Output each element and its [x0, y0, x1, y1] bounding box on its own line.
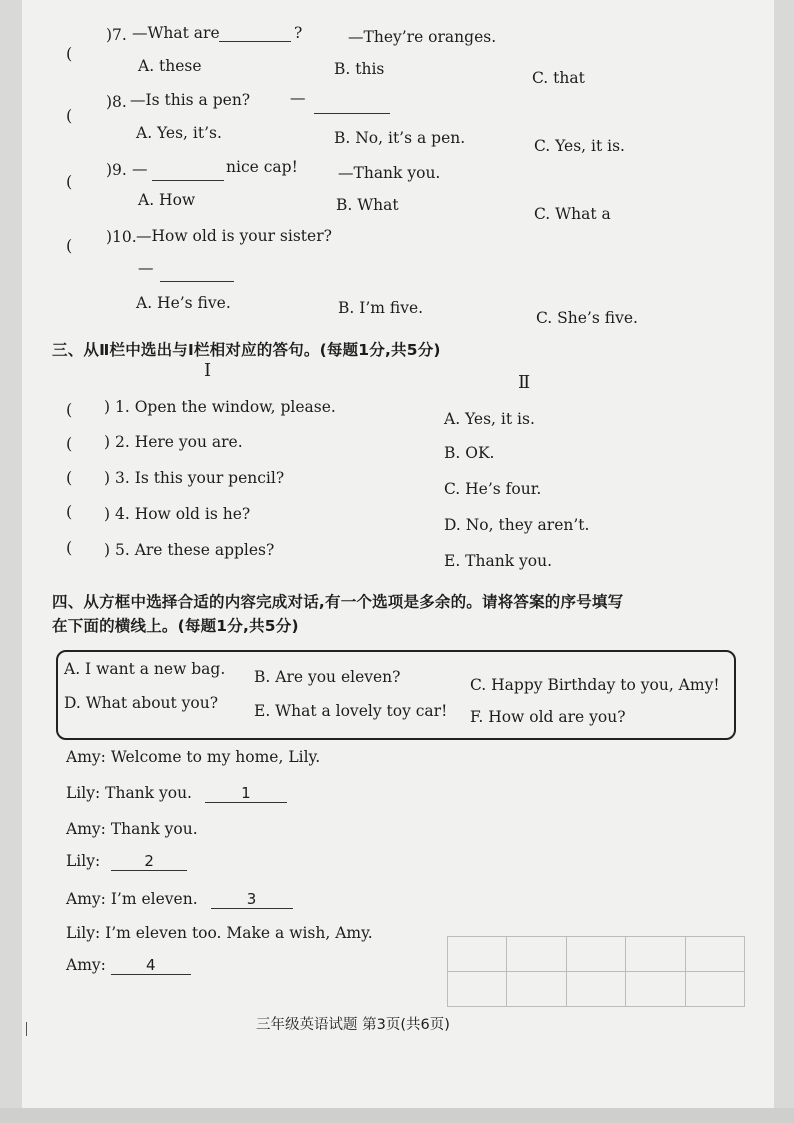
- option-box: [56, 650, 736, 740]
- dialogue-line-2: [66, 784, 287, 803]
- q8-option-c: C. Yes, it is.: [534, 137, 625, 155]
- answer-paren: (: [66, 538, 73, 557]
- column-2-label: Ⅱ: [518, 372, 531, 393]
- q10-stem: —How old is your sister?: [136, 227, 332, 245]
- page-mark: [26, 1022, 27, 1036]
- match-right-e: E. Thank you.: [444, 552, 553, 570]
- q7-question-mark: ?: [294, 24, 303, 42]
- dialogue-line-5: [66, 890, 293, 909]
- q9-reply: —Thank you.: [338, 164, 441, 182]
- dialogue-line-3: [66, 820, 198, 838]
- speaker: Lily:: [66, 924, 101, 942]
- answer-blank-2[interactable]: 2: [111, 852, 187, 871]
- dialogue-text: Thank you.: [110, 820, 198, 838]
- page-edge-shadow: [0, 1108, 794, 1123]
- speaker: Lily:: [66, 784, 101, 802]
- q8-stem: —Is this a pen?: [130, 91, 251, 109]
- dialogue-text: Thank you.: [105, 784, 192, 802]
- q9-option-a: A. How: [138, 191, 196, 209]
- speaker: Amy:: [66, 890, 106, 908]
- score-grid: [447, 936, 745, 1007]
- q10-number: )10.: [106, 228, 137, 246]
- match-left-1: ) 1. Open the window, please.: [104, 398, 336, 416]
- part4-heading-line1: 四、从方框中选择合适的内容完成对话,有一个选项是多余的。请将答案的序号填写: [52, 593, 624, 611]
- page-footer: 三年级英语试题 第3页(共6页): [256, 1017, 450, 1033]
- q10-option-a: A. He’s five.: [136, 294, 231, 312]
- column-1-label: I: [204, 360, 212, 381]
- q10-dash: —: [138, 259, 154, 277]
- q8-number: )8.: [106, 93, 127, 111]
- q7-blank[interactable]: [219, 26, 291, 46]
- q9-blank[interactable]: [152, 165, 224, 185]
- box-option-d: D. What about you?: [64, 694, 219, 712]
- answer-paren: (: [66, 400, 73, 419]
- answer-paren: (: [66, 434, 73, 453]
- q7-number: )7.: [106, 26, 127, 44]
- answer-paren: (: [66, 172, 73, 191]
- dialogue-line-7: [66, 956, 191, 975]
- answer-blank-3[interactable]: 3: [211, 890, 293, 909]
- speaker: Amy:: [66, 956, 106, 974]
- match-left-4: ) 4. How old is he?: [104, 505, 251, 523]
- match-left-3: ) 3. Is this your pencil?: [104, 469, 285, 487]
- dialogue-line-1: [66, 748, 320, 766]
- q7-option-b: B. this: [334, 60, 385, 78]
- q8-option-b: B. No, it’s a pen.: [334, 129, 466, 147]
- dialogue-text: I’m eleven.: [110, 890, 198, 908]
- answer-paren: (: [66, 44, 73, 63]
- exam-page: [22, 0, 774, 1108]
- speaker: Amy:: [66, 820, 106, 838]
- q9-dash: —: [132, 160, 148, 178]
- q8-dash: —: [290, 89, 306, 107]
- match-left-2: ) 2. Here you are.: [104, 433, 243, 451]
- dialogue-text: I’m eleven too. Make a wish, Amy.: [105, 924, 373, 942]
- match-right-d: D. No, they aren’t.: [444, 516, 590, 534]
- q10-blank[interactable]: [160, 266, 234, 286]
- match-right-b: B. OK.: [444, 444, 495, 462]
- match-right-c: C. He’s four.: [444, 480, 542, 498]
- answer-blank-1[interactable]: 1: [205, 784, 287, 803]
- q7-option-c: C. that: [532, 69, 585, 87]
- q10-option-c: C. She’s five.: [536, 309, 638, 327]
- q9-option-c: C. What a: [534, 205, 611, 223]
- match-right-a: A. Yes, it is.: [444, 410, 535, 428]
- speaker: Amy:: [66, 748, 106, 766]
- dialogue-line-6: [66, 924, 373, 942]
- answer-paren: (: [66, 236, 73, 255]
- match-left-5: ) 5. Are these apples?: [104, 541, 275, 559]
- q7-stem: —What are: [132, 24, 220, 42]
- speaker: Lily:: [66, 852, 101, 870]
- part3-heading: 三、从Ⅱ栏中选出与Ⅰ栏相对应的答句。(每题1分,共5分): [52, 341, 441, 359]
- box-option-e: E. What a lovely toy car!: [254, 702, 448, 720]
- q8-blank[interactable]: [314, 98, 390, 118]
- q7-option-a: A. these: [138, 57, 202, 75]
- q9-number: )9.: [106, 161, 127, 179]
- box-option-a: A. I want a new bag.: [64, 660, 226, 678]
- dialogue-text: Welcome to my home, Lily.: [110, 748, 321, 766]
- box-option-f: F. How old are you?: [470, 708, 626, 726]
- box-option-c: C. Happy Birthday to you, Amy!: [470, 676, 720, 694]
- q9-stem: nice cap!: [226, 158, 298, 176]
- answer-paren: (: [66, 502, 73, 521]
- answer-paren: (: [66, 468, 73, 487]
- dialogue-line-4: [66, 852, 187, 871]
- answer-paren: (: [66, 106, 73, 125]
- q9-option-b: B. What: [336, 196, 399, 214]
- box-option-b: B. Are you eleven?: [254, 668, 401, 686]
- answer-blank-4[interactable]: 4: [111, 956, 191, 975]
- part4-heading-line2: 在下面的横线上。(每题1分,共5分): [52, 617, 299, 635]
- q7-reply: —They’re oranges.: [348, 28, 497, 46]
- q10-option-b: B. I’m five.: [338, 299, 424, 317]
- q8-option-a: A. Yes, it’s.: [136, 124, 222, 142]
